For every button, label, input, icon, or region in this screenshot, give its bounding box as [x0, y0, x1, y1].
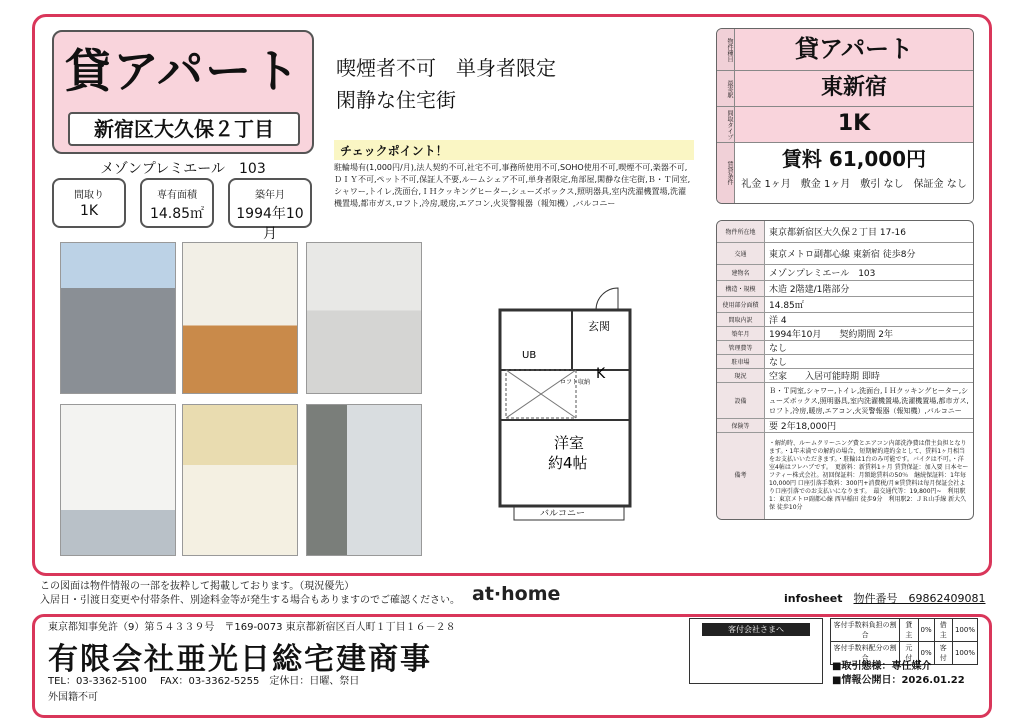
photo-bath: [182, 404, 298, 556]
headlines: 喫煙者不可 単身者限定 閑静な住宅街: [336, 56, 556, 112]
infosheet-label: infosheet 物件番号 69862409081: [784, 592, 986, 605]
title-box: [52, 30, 314, 154]
fp-loft: ロフト収納: [560, 379, 591, 386]
fp-balcony: バルコニー: [540, 509, 586, 519]
foreign-note: 外国籍不可: [48, 692, 98, 703]
fp-youshitsu: 洋室: [554, 434, 585, 452]
photo-exterior: [60, 242, 176, 394]
athome-logo: at·home: [472, 583, 561, 605]
photo-kitchen: [306, 242, 422, 394]
summary-panel: 物件種目 貸アパート 最寄駅 東新宿 間取タイプ 1K 賃貸条件 賃料 61,000円 礼金 1ヶ月 敷金 1ヶ月 敷引 なし 保証金 なし: [716, 28, 974, 204]
photo-laundry: [60, 404, 176, 556]
contact-info: TEL：03-3362-5100 FAX：03-3362-5255 定休日：日曜、祭日: [48, 676, 360, 687]
photo-room: [182, 242, 298, 394]
disclaimer: この図面は物件情報の一部を抜粋して掲載しております。（現況優先） 入居日・引渡日変更や付帯条件、別途料金等が発生する場合もありますのでご確認ください。: [40, 581, 460, 606]
checkpoint-title: チェックポイント！: [334, 140, 694, 160]
building-name: メゾンプレミエール 103: [100, 161, 266, 177]
property-number: 物件番号 69862409081: [853, 592, 986, 605]
license-info: 東京都知事免許（9）第５４３３９号 〒169-0073 東京都新宿区百人町１丁目１６－２８: [48, 622, 456, 633]
summary-terms: 礼金 1ヶ月 敷金 1ヶ月 敷引 なし 保証金 なし: [741, 179, 967, 190]
fp-k: K: [596, 366, 606, 382]
fp-jo: 約4帖: [548, 454, 588, 472]
fee-table: 客付手数料負担の割合 貸主 0% 借主 100% 客付手数料配分の割合 元付 0% 客付 100%: [830, 618, 978, 665]
summary-station: 東新宿: [735, 71, 973, 106]
fp-genkan: 玄関: [588, 320, 610, 333]
company-name: 有限会社亜光日総宅建商事: [48, 642, 432, 677]
spec-area: 専有面積 14.85㎡: [140, 178, 214, 228]
fp-ub: UB: [522, 350, 537, 361]
spec-layout: 間取り 1K: [52, 178, 126, 228]
details-table: 物件所在地 東京都新宿区大久保２丁目 17-16 交通 東京メトロ副都心線 東新宿 徒歩8分 建物名 メゾンプレミエール 103 構造・規模 木造 2階建/1階部分 使用部分面積 14.85㎡ 間取内訳 洋 4 築年月 1994年10月 契約期間 2年 管理費等 なし 駐車場 なし 現況 空家 入居可能時期 即時 設備 Ｂ・Ｔ同室,シャワー,トイレ,洗面台,ＩＨクッキングヒーター,シューズボックス,照明器具,室内洗濯機置場,洗濯機置場,都市ガス,ロフト,冷房,暖房,エアコン,火災警報器（報知機）,バルコニー 保険等 要 2年18,000円 備考 ・解約時、ルームクリーニング費とエアコン内部洗浄費は借主負担となります。・1年未満での解約の場合、短期解約違約金として、賃料1ヶ月相当をお支払いいただきます。・駐輪は1台のみ可能です。バイクは不可。・洋室4帖はフレハブです。 更新料：新賃料1ヶ月 賃貸保証：加入要 日本セーフティー株式会社。初回保証料：月額総賃料の50％ 継続保証料：1年毎10,000円 口座引落手数料：300円+消費税/月※賃貸料は毎月保証会社より口座引落でのお支払いになります。 最交通代等：19,800円~ 利用駅1：東京メトロ副都心線 西早稲田 徒歩9分 利用駅2：ＪＲ山手線 新大久保 徒歩10分: [716, 220, 974, 520]
deal-info: ■取引態様：専任媒介 ■情報公開日：2026.01.22: [832, 661, 965, 686]
summary-rent: 賃料 61,000円: [781, 147, 927, 171]
summary-layout: 1K: [735, 107, 973, 142]
checkpoint-text: 駐輪場有(1,000円/月),法人契約不可,社宅不可,事務所使用不可,SOHO使用不可,喫煙不可,楽器不可,ＤＩＹ不可,ペット不可,保証人不要,ルームシェア不可,単身者限定,角部屋,閑静な住宅街,Ｂ・Ｔ同室,シャワー,トイレ,洗面台,ＩＨクッキングヒーター,シューズボックス,照明器具,室内洗濯機置場,洗濯機置場,都市ガス,ロフト,冷房,暖房,エアコン,火災警報器（報知機）,バルコニー: [334, 163, 691, 208]
photo-balcony: [306, 404, 422, 556]
summary-type: 貸アパート: [735, 29, 973, 70]
property-type: 貸アパート: [64, 44, 302, 98]
floor-plan: [476, 280, 656, 532]
address-label: 新宿区大久保２丁目: [68, 112, 300, 146]
broker-stamp-box: 客付会社さまへ: [689, 618, 823, 684]
spec-built: 築年月 1994年10月: [228, 178, 312, 228]
